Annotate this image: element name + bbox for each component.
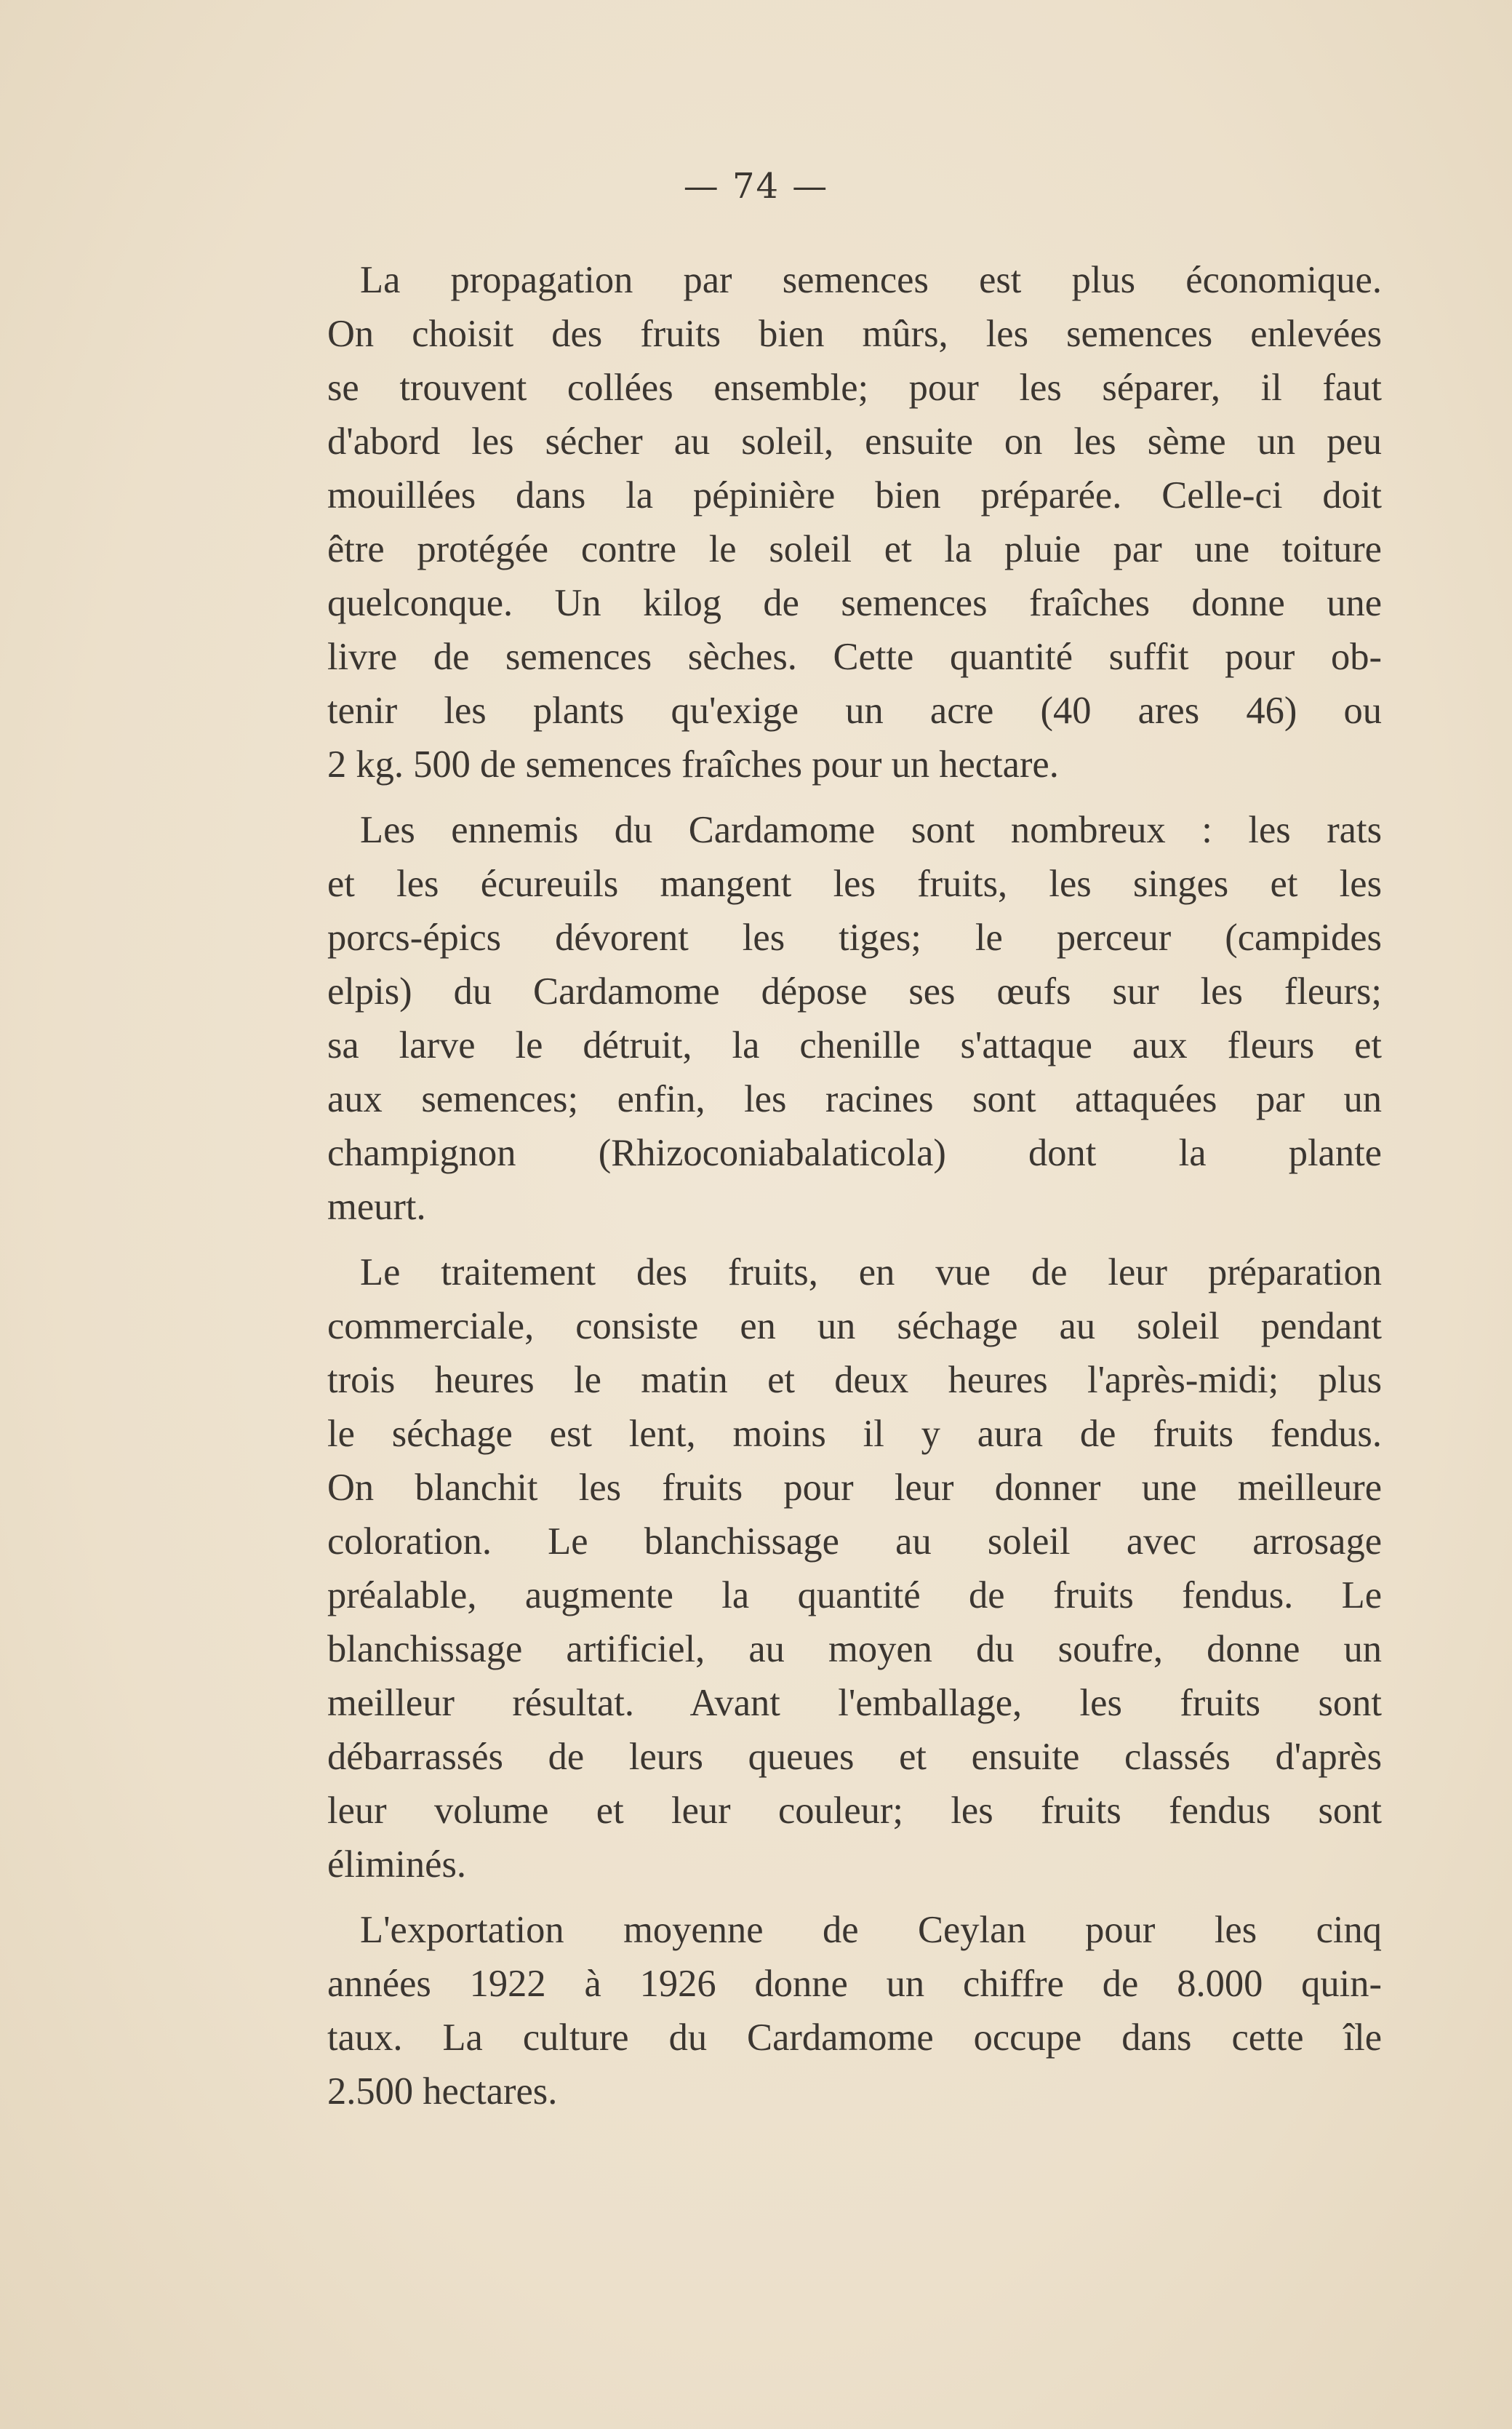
text-line: d'abord les sécher au soleil, ensuite on les sème un peu [327,420,1382,463]
text-line: meilleur résultat. Avant l'emballage, les fruits sont [327,1682,1382,1724]
text-line: 2.500 hectares. [327,2070,558,2113]
text-line: leur volume et leur couleur; les fruits fendus sont [327,1790,1382,1832]
text-line: commerciale, consiste en un séchage au soleil pendant [327,1305,1382,1347]
text-line: taux. La culture du Cardamome occupe dans cette île [327,2017,1382,2059]
text-line: coloration. Le blanchissage au soleil avec arrosage [327,1520,1382,1563]
text-line: se trouvent collées ensemble; pour les séparer, il faut [327,367,1382,409]
text-line: champignon (Rhizoconiabalaticola) dont la plante [327,1132,1382,1174]
paragraph-exportation [327,1903,1382,2118]
text-line: tenir les plants qu'exige un acre (40 ares 46) ou [327,690,1382,732]
text-line: et les écureuils mangent les fruits, les singes et les [327,863,1382,905]
text-line: mouillées dans la pépinière bien préparée. Celle-ci doit [327,474,1382,516]
text-line: sa larve le détruit, la chenille s'attaque aux fleurs et [327,1024,1382,1066]
text-line: meurt. [327,1186,426,1228]
paragraph-traitement [327,1245,1382,1891]
text-line: éliminés. [327,1843,467,1886]
text-line: être protégée contre le soleil et la pluie par une toiture [327,528,1382,570]
text-line: préalable, augmente la quantité de fruits fendus. Le [327,1574,1382,1616]
text-line: On blanchit les fruits pour leur donner une meilleure [327,1467,1382,1509]
page-number: — 74 — [683,166,829,207]
text-line: trois heures le matin et deux heures l'après-midi; plus [327,1359,1382,1401]
text-line: La propagation par semences est plus économique. [360,259,1382,301]
text-line: aux semences; enfin, les racines sont attaquées par un [327,1078,1382,1120]
text-line: années 1922 à 1926 donne un chiffre de 8.000 quin- [327,1963,1382,2005]
text-line: On choisit des fruits bien mûrs, les semences enlevées [327,313,1382,355]
text-line: 2 kg. 500 de semences fraîches pour un hectare. [327,743,1059,786]
text-line: livre de semences sèches. Cette quantité suffit pour ob- [327,636,1382,678]
text-line: elpis) du Cardamome dépose ses œufs sur les fleurs; [327,970,1382,1013]
text-line: Les ennemis du Cardamome sont nombreux : les rats [360,809,1382,851]
paragraph-ennemis [327,803,1382,1234]
text-line: débarrassés de leurs queues et ensuite classés d'après [327,1736,1382,1778]
paragraph-propagation [327,253,1382,791]
text-line: porcs-épics dévorent les tiges; le perceur (campides [327,917,1382,959]
text-line: L'exportation moyenne de Ceylan pour les cinq [360,1909,1382,1951]
text-line: Le traitement des fruits, en vue de leur préparation [360,1251,1382,1293]
text-line: quelconque. Un kilog de semences fraîches donne une [327,582,1382,624]
body-text [327,253,1382,2118]
text-line: blanchissage artificiel, au moyen du soufre, donne un [327,1628,1382,1670]
text-line: le séchage est lent, moins il y aura de fruits fendus. [327,1413,1382,1455]
